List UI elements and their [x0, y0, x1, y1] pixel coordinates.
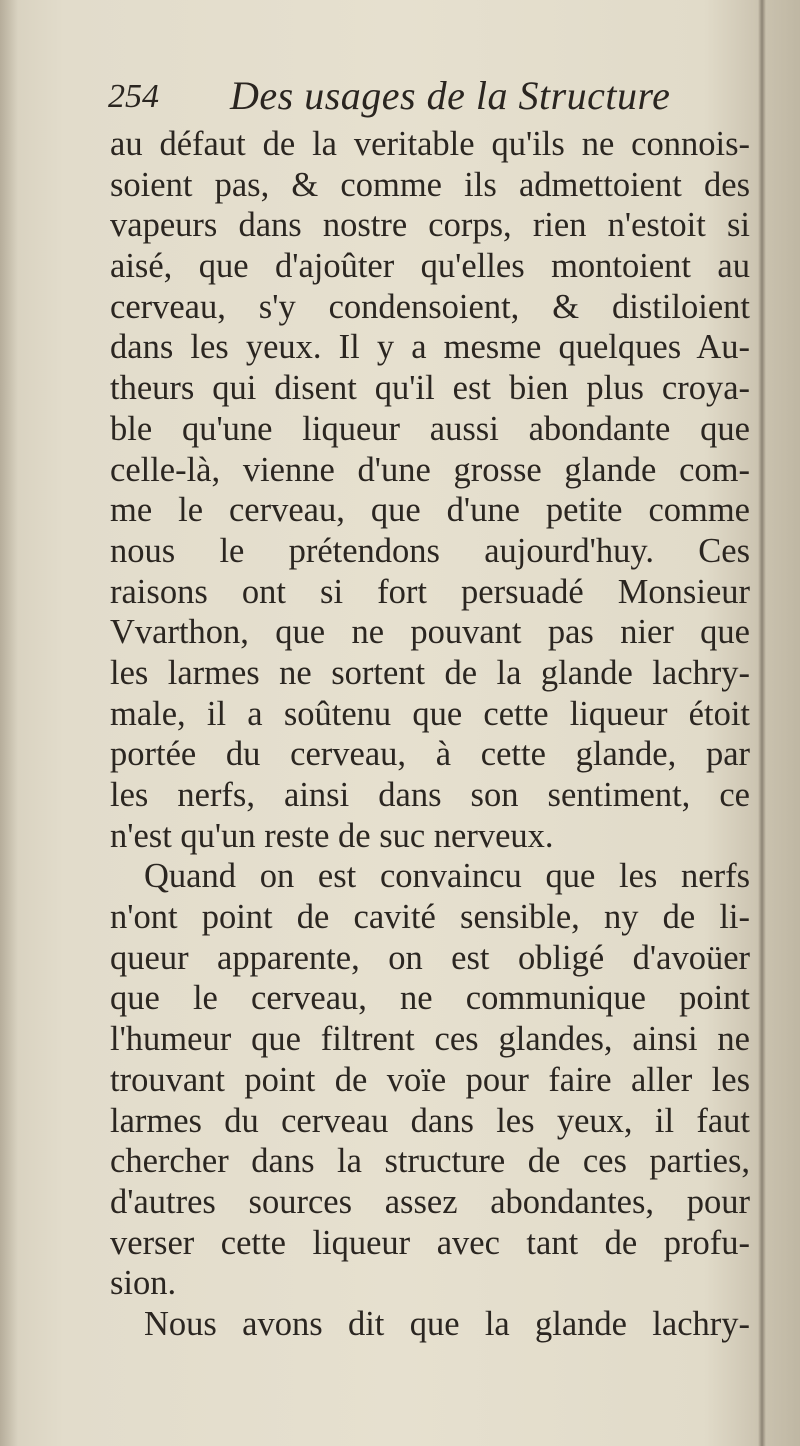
text-line: dans les yeux. Il y a mesme quelques Au-	[110, 328, 750, 367]
text-line: Vvarthon, que ne pouvant pas nier que	[110, 613, 750, 652]
text-line-paragraph-end: sion.	[110, 1264, 177, 1303]
text-line-paragraph-start: Nous avons dit que la glande lachry-	[144, 1304, 750, 1343]
body-text	[110, 124, 750, 1345]
text-line: nous le prétendons aujourd'huy. Ces	[110, 531, 750, 570]
text-line: n'ont point de cavité sensible, ny de li-	[110, 898, 750, 937]
text-line: celle-là, vienne d'une grosse glande com-	[110, 450, 750, 489]
text-line: les nerfs, ainsi dans son sentiment, ce	[110, 776, 750, 814]
running-title: Des usages de la Structure	[230, 73, 671, 118]
text-line: l'humeur que filtrent ces glandes, ainsi ne	[110, 1020, 750, 1059]
text-line: trouvant point de voïe pour faire aller les	[110, 1060, 750, 1099]
text-line: au défaut de la veritable qu'ils ne connois-	[110, 125, 750, 163]
binding-gutter	[758, 0, 766, 1446]
text-line: cerveau, s'y condensoient, & distiloient	[110, 287, 750, 326]
text-line: larmes du cerveau dans les yeux, il faut	[110, 1101, 750, 1140]
text-line: ble qu'une liqueur aussi abondante que	[110, 409, 750, 448]
text-line: queur apparente, on est obligé d'avoüer	[110, 938, 750, 977]
text-line: chercher dans la structure de ces parties,	[110, 1142, 750, 1181]
text-line: vapeurs dans nostre corps, rien n'estoit si	[110, 206, 750, 245]
text-line: theurs qui disent qu'il est bien plus croya-	[110, 369, 750, 408]
text-line: les larmes ne sortent de la glande lachry-	[110, 653, 750, 692]
text-line: aisé, que d'ajoûter qu'elles montoient au	[110, 247, 750, 286]
text-line: soient pas, & comme ils admettoient des	[110, 165, 750, 204]
text-line: d'autres sources assez abondantes, pour	[110, 1182, 750, 1221]
page-number: 254	[108, 78, 159, 115]
text-line: portée du cerveau, à cette glande, par	[110, 735, 750, 774]
text-line-paragraph-end: n'est qu'un reste de suc nerveux.	[110, 816, 554, 855]
text-line: me le cerveau, que d'une petite comme	[110, 491, 750, 530]
page-header	[108, 72, 748, 122]
text-line: male, il a soûtenu que cette liqueur étoit	[110, 694, 750, 733]
text-line: verser cette liqueur avec tant de profu-	[110, 1223, 750, 1262]
text-line: que le cerveau, ne communique point	[110, 979, 750, 1018]
text-line-paragraph-start: Quand on est convaincu que les nerfs	[144, 857, 750, 896]
text-line: raisons ont si fort persuadé Monsieur	[110, 572, 750, 611]
page-edge-shadow	[0, 0, 18, 1446]
